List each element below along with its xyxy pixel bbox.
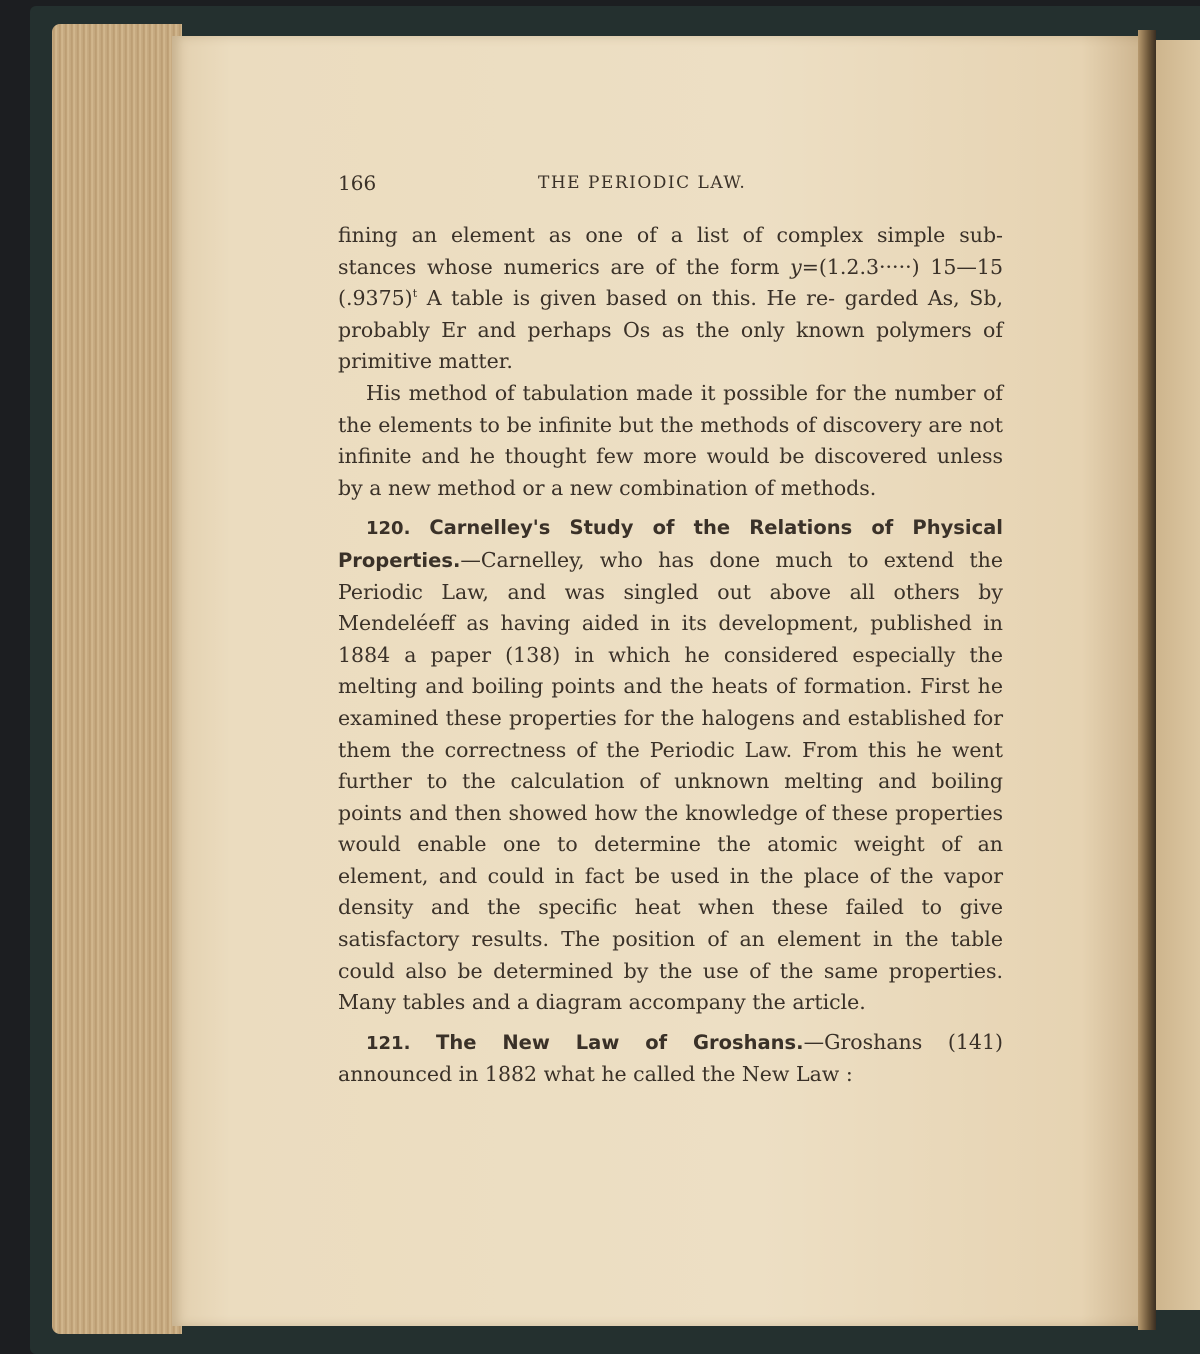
section-title: Carnelley's Study of the Relations of Physical Properties. (338, 516, 1003, 572)
text-line: A table is given based on this. He re- (417, 286, 836, 311)
superscript: t (412, 287, 418, 301)
facing-page-edge (1154, 40, 1200, 1310)
text-line: 15—15 (.9375) (338, 254, 1003, 311)
page-number: 166 (338, 171, 377, 195)
formula: =(1.2.3·····) (801, 254, 920, 279)
section-body: —Carnelley, who has done much to extend the Periodic Law, and was singled out above all others by Mendeléeff as having aided in its development, published in 1884 a paper (138) in which he considered especially the melting and boiling points and the heats of formation. First he examined these properties for the halogens and established for them the correctness of the Periodic Law. From this he went further to the calculation of unknown melting and boiling points and then showed how the knowledge of these properties would enable one to determine the atomic weight of an element, and could in fact be used in the place of the vapor density and the specific heat when these failed to give satisfactory results. The position of an element in the table could also be determined by the use of the same properties. Many tables and a diagram accompany the article. (338, 547, 1003, 1015)
page-edges (52, 24, 182, 1334)
text-line: known polymers of primitive matter. (338, 317, 1003, 374)
paragraph: His method of tabulation made it possible for the number of the elements to be infinite but the methods of discovery are not infinite and he thought few more would be discovered unless by a new method or a new combination of methods. (338, 380, 1003, 500)
page-text (338, 168, 1003, 1091)
text-line: stances whose numerics are of the form (338, 254, 791, 279)
running-title: THE PERIODIC LAW. (538, 173, 747, 193)
section-number: 121. (366, 1032, 411, 1054)
book-gutter (1138, 30, 1156, 1330)
text-line: fining an element as one of a list of complex simple sub- (338, 223, 1003, 247)
paragraph-continued (338, 220, 1003, 378)
section-121 (338, 1027, 1003, 1091)
section-body: —Groshans (141) announced in 1882 what he called the New Law : (338, 1029, 1003, 1087)
section-number: 120. (366, 518, 411, 540)
section-120 (338, 512, 1003, 1019)
formula-variable: y (790, 254, 802, 279)
section-title: The New Law of Groshans. (436, 1030, 804, 1054)
running-head (338, 168, 1003, 198)
text-line: garded As, Sb, probably Er and perhaps Os as the only (338, 286, 1003, 342)
